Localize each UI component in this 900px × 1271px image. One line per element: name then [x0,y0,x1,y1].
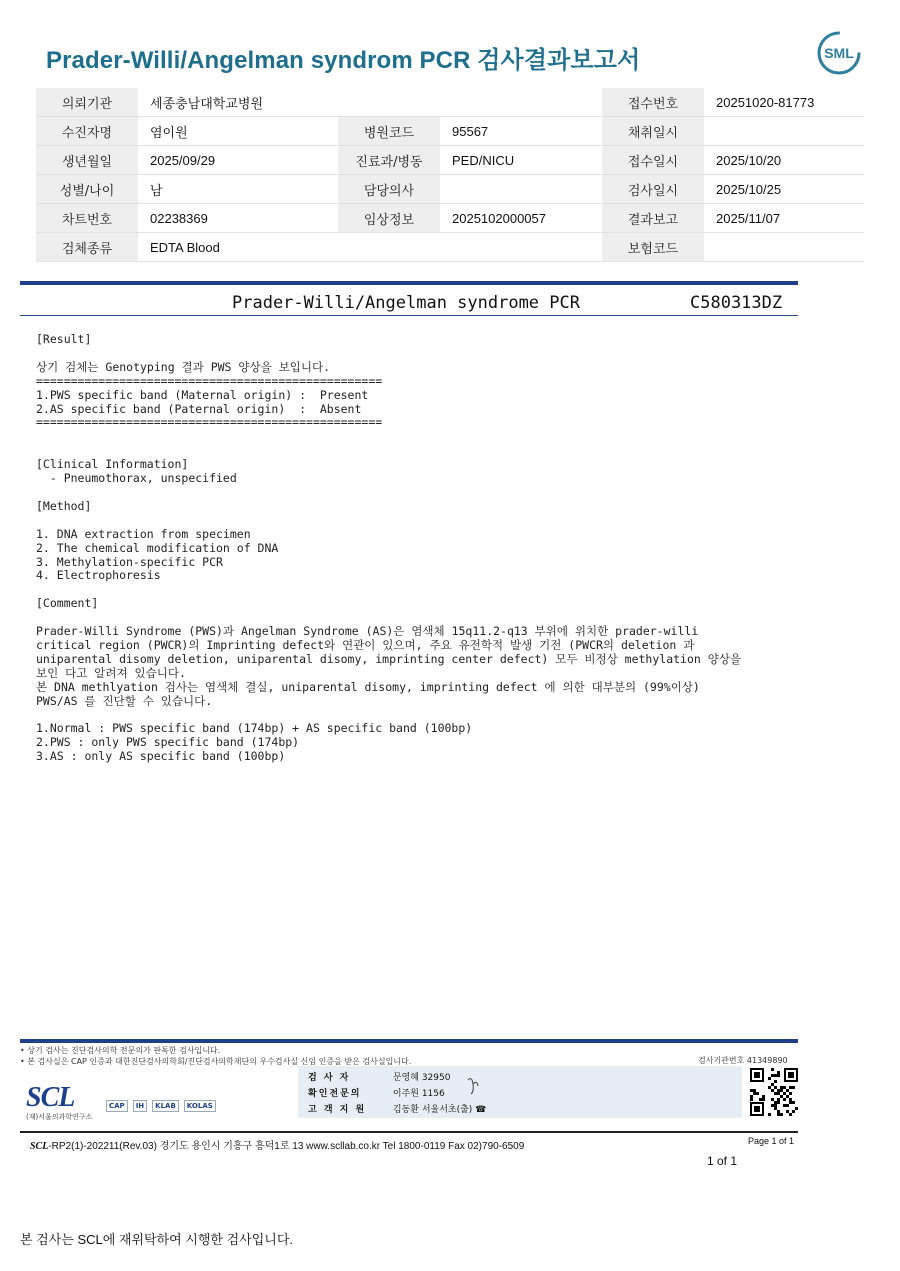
info-value: 세종충남대학교병원 [138,88,338,117]
info-label [338,233,440,262]
info-label: 차트번호 [36,204,138,233]
info-label: 검사일시 [602,175,704,204]
info-row [36,204,864,233]
signer-role: 고 객 지 원 [308,1105,367,1115]
info-value: PED/NICU [440,146,602,175]
cert-badge: IH [133,1100,147,1112]
info-label: 의뢰기관 [36,88,138,117]
info-label: 보험코드 [602,233,704,262]
info-label: 접수일시 [602,146,704,175]
report-top-rule [20,281,798,285]
info-label: 결과보고 [602,204,704,233]
info-value: 염이원 [138,117,338,146]
info-label: 검체종류 [36,233,138,262]
lab-address [30,1137,524,1152]
address-prefix: SCL [30,1141,49,1152]
info-value [440,175,602,204]
signature-mark [466,1076,480,1096]
signer-name: 문영혜 32950 [392,1073,451,1083]
report-body: [Result] 상기 검체는 Genotyping 결과 PWS 양상을 보입니다. ================================================== 1.PWS specific band (Maternal origin) : Present 2.AS specific band (Paternal origin) : Absent ================================================== [Clinical Information] - Pneumothorax, unspecified [Method] 1. DNA extraction from specimen 2. The chemical modification of DNA 3. Methylation-specific PCR 4. Electrophoresis [Comment] Prader-Willi Syndrome (PWS)과 Angelman Syndrome (AS)은 염색체 15q11.2-q13 부위에 위치한 prader-willi critical region (PWCR)의 Imprinting defect와 연관이 있으며, 주요 유전학적 발생 기전 (PWCR의 deletion 과 uniparental disomy deletion, uniparental disomy, imprinting center defect) 모두 비정상 methylation 양상을 보인 다고 알려져 있습니다. 본 DNA methlyation 검사는 염색체 결실, uniparental disomy, imprinting defect 에 의한 대부분의 (99%이상) PWS/AS 를 진단할 수 있습니다. 1.Normal : PWS specific band (174bp) + AS specific band (100bp) 2.PWS : only PWS specific band (174bp) 3.AS : only AS specific band (100bp) [36,332,742,764]
info-row [36,233,864,262]
signer-row [308,1086,445,1099]
cert-badge: KOLAS [184,1100,216,1112]
report-mid-rule [20,315,798,316]
info-value: 20251020-81773 [704,88,864,117]
footer-rule [20,1039,798,1043]
info-value: 2025/10/20 [704,146,864,175]
signer-name: 이주원 1156 [392,1089,445,1099]
logo-text: SML [824,45,854,61]
info-row [36,175,864,204]
disclaimer: 본 검사는 SCL에 재위탁하여 시행한 검사입니다. [20,1232,294,1247]
registration-number: 검사기관번호 41349890 [698,1056,788,1065]
address-text: -RP2(1)-202211(Rev.03) 경기도 용인시 기흥구 흥덕1로 13 www.scllab.co.kr Tel 1800-0119 Fax 02)790-6509 [48,1141,525,1152]
info-label: 접수번호 [602,88,704,117]
info-label: 임상정보 [338,204,440,233]
signer-role: 확인전문의 [308,1089,362,1099]
scl-logo [26,1082,92,1122]
info-row [36,117,864,146]
info-row [36,88,864,117]
signer-row [308,1102,486,1115]
info-label: 채취일시 [602,117,704,146]
bottom-rule [20,1131,798,1133]
info-value: 2025/09/29 [138,146,338,175]
info-label: 생년월일 [36,146,138,175]
info-value: 02238369 [138,204,338,233]
info-value: 2025/10/25 [704,175,864,204]
info-label: 병원코드 [338,117,440,146]
scl-institute: (재)서울의과학연구소 [26,1113,93,1121]
test-code: C580313DZ [690,293,783,313]
info-value: 2025/11/07 [704,204,864,233]
footer-note-1: • 상기 검사는 진단검사의학 전문의가 판독한 검사입니다. [20,1046,221,1055]
info-value: EDTA Blood [138,233,338,262]
info-label [338,88,440,117]
sml-logo [816,30,862,76]
cert-badge: KLAB [152,1100,179,1112]
info-label: 수진자명 [36,117,138,146]
patient-info-table [36,88,864,262]
signer-role: 검 사 자 [308,1073,351,1083]
qr-code-icon [750,1068,798,1116]
info-value [440,88,602,117]
certification-logos [106,1100,216,1112]
report-title: Prader-Willi/Angelman syndrom PCR 검사결과보고서 [46,47,641,74]
page-indicator-small: Page 1 of 1 [748,1136,795,1146]
info-value [440,233,602,262]
info-label: 담당의사 [338,175,440,204]
info-label: 진료과/병동 [338,146,440,175]
cert-badge: CAP [106,1100,128,1112]
info-value [704,117,864,146]
signer-row [308,1070,450,1083]
signature-box [298,1066,742,1118]
scl-logo-text: SCL [26,1082,75,1113]
footer-note-2: • 본 검사실은 CAP 인증과 대한진단검사의학회/진단검사의학재단의 우수검사실 신임 인증을 받은 검사실입니다. [20,1057,412,1066]
test-name: Prader-Willi/Angelman syndrome PCR [232,293,580,313]
signer-name: 김동환 서울서초(출) ☎ [392,1105,487,1115]
info-value: 남 [138,175,338,204]
footer-notes [20,1045,411,1067]
info-value: 2025102000057 [440,204,602,233]
info-label: 성별/나이 [36,175,138,204]
info-row [36,146,864,175]
page-indicator: 1 of 1 [707,1154,738,1168]
info-value: 95567 [440,117,602,146]
info-value [704,233,864,262]
